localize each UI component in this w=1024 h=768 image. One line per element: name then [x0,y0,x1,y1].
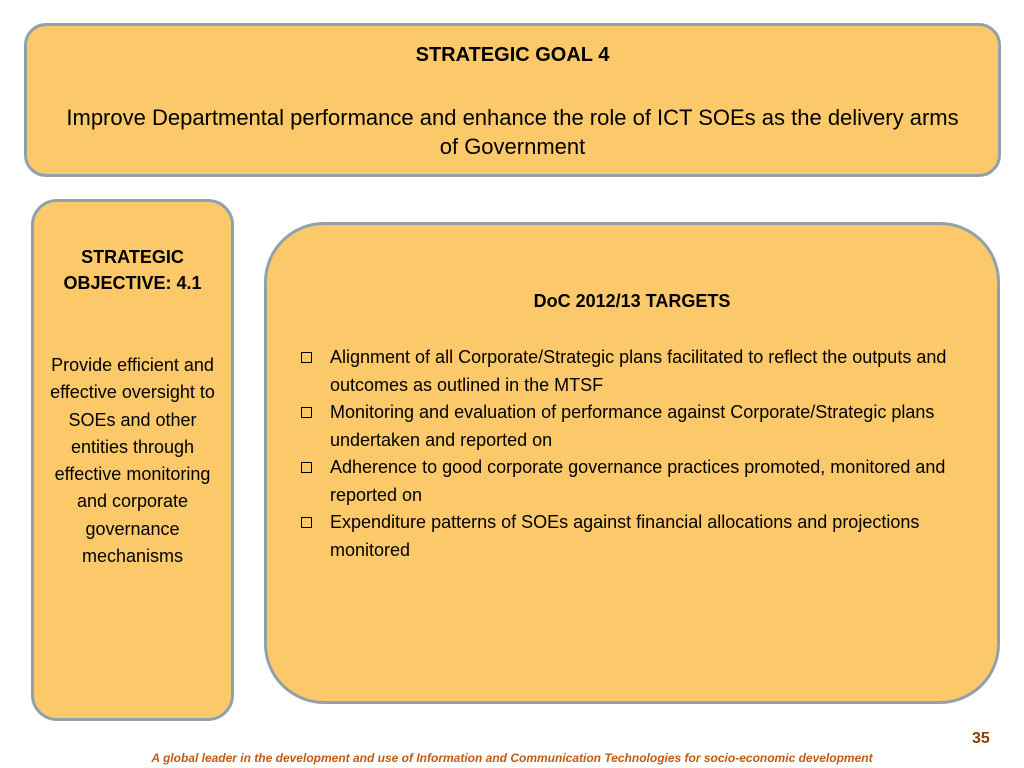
strategic-objective-box [31,199,234,721]
hollow-square-bullet-icon [301,352,312,363]
hollow-square-bullet-icon [301,517,312,528]
strategic-goal-box [24,23,1001,177]
targets-list [301,344,967,564]
target-text: Monitoring and evaluation of performance against Corporate/Strategic plans undertaken and reported on [330,402,935,450]
goal-description: Improve Departmental performance and enhance the role of ICT SOEs as the delivery arms of Government [66,105,959,159]
target-item [301,509,967,564]
hollow-square-bullet-icon [301,407,312,418]
target-text: Adherence to good corporate governance practices promoted, monitored and reported on [330,457,946,505]
target-text: Expenditure patterns of SOEs against financial allocations and projections monitored [330,512,920,560]
target-item [301,344,967,399]
target-item [301,399,967,454]
objective-description: Provide efficient and effective oversight to SOEs and other entities through effective monitoring and corporate governance mechanisms [50,355,215,567]
target-text: Alignment of all Corporate/Strategic plans facilitated to reflect the outputs and outcomes as outlined in the MTSF [330,347,947,395]
objective-title: STRATEGIC OBJECTIVE: 4.1 [63,247,202,293]
goal-title: STRATEGIC GOAL 4 [415,44,610,66]
footer-tagline: A global leader in the development and use of Information and Communication Technologies for socio-economic development [151,751,873,765]
page-number: 35 [972,730,990,747]
targets-box [264,222,1000,704]
target-item [301,454,967,509]
targets-title: DoC 2012/13 TARGETS [533,291,731,311]
hollow-square-bullet-icon [301,462,312,473]
